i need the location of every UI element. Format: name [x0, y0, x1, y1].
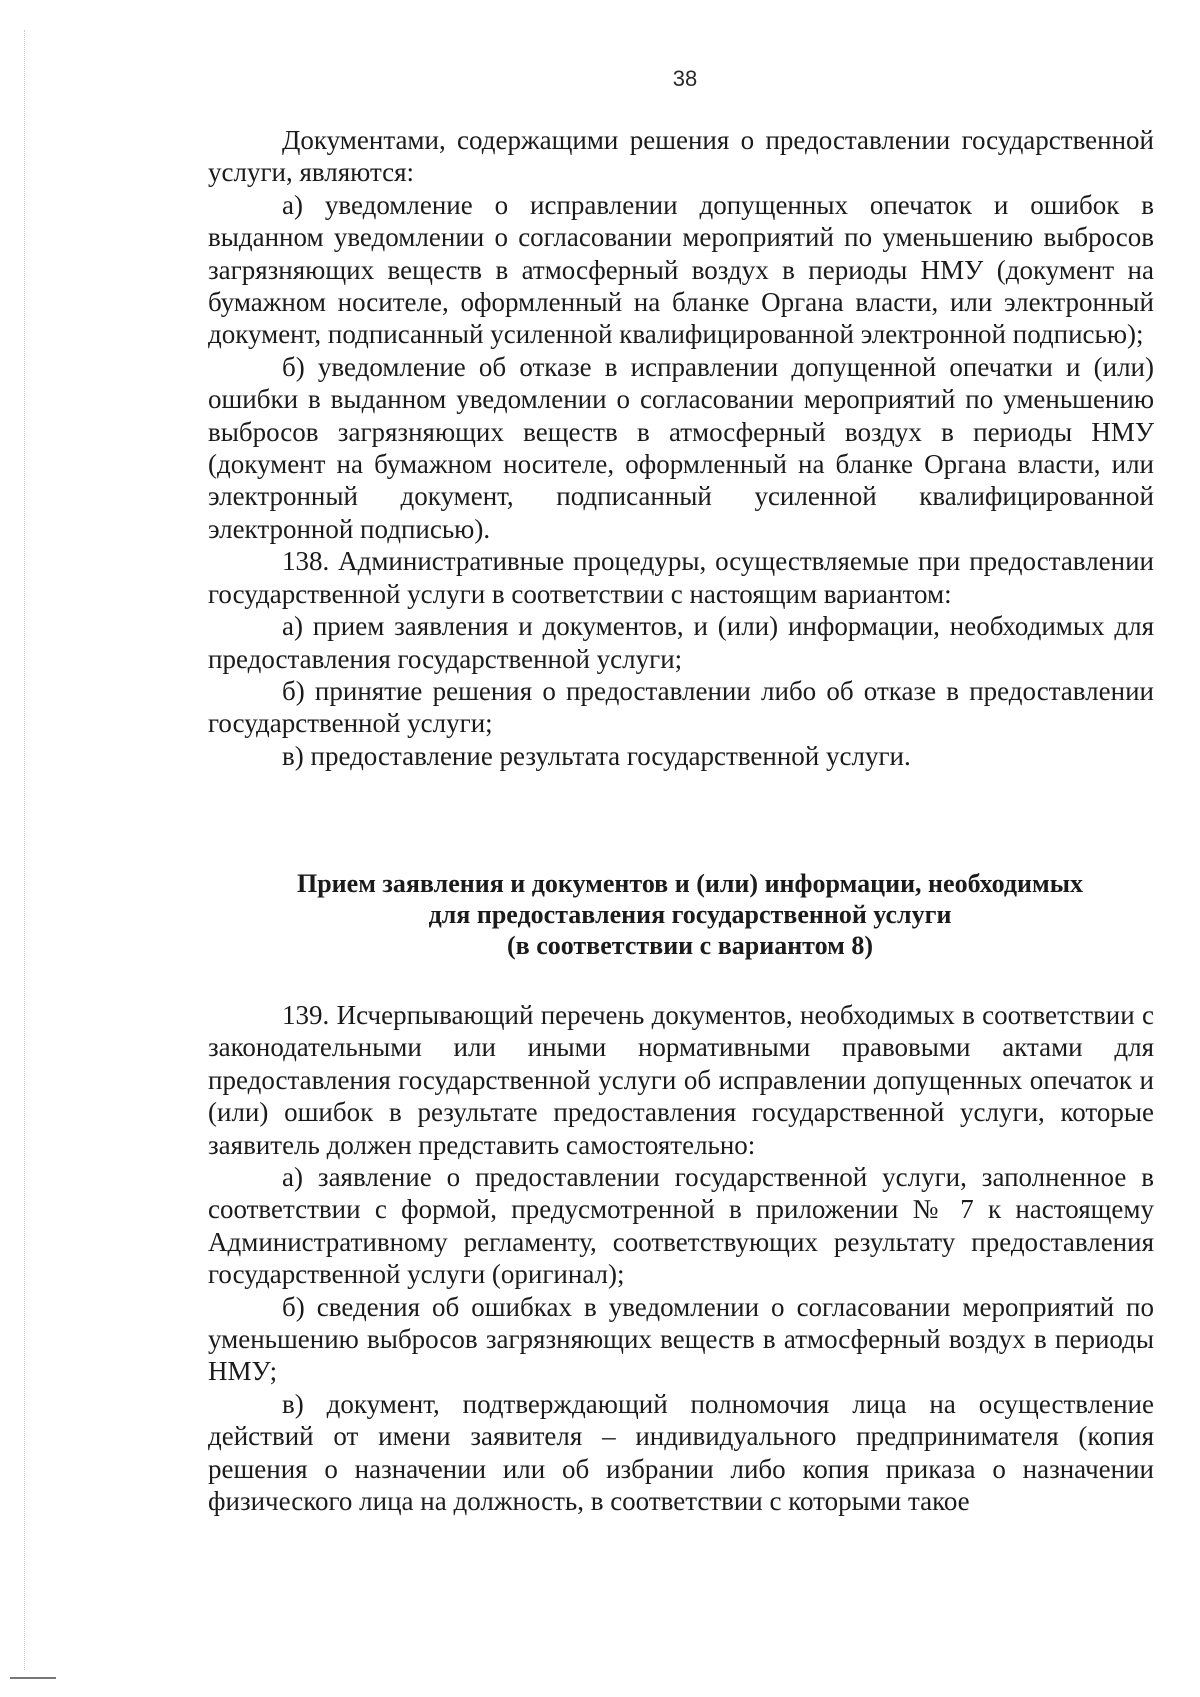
section-heading-line-2: для предоставления государственной услуги	[428, 900, 952, 929]
section-heading-line-1: Прием заявления и документов и (или) информации, необходимых	[296, 869, 1083, 898]
scan-edge-dash	[10, 1677, 56, 1679]
paragraph-decisions-intro: Документами, содержащими решения о предоставлении государственной услуги, являются:	[208, 125, 1154, 188]
paragraph-item-b: б) уведомление об отказе в исправлении допущенной опечатки и (или) ошибки в выданном уведомлении о согласовании мероприятий по уменьшению выбросов загрязняющих веществ в атмосферный воздух в периоды НМУ (документ на бумажном носителе, оформленный на бланке Органа власти, или электронный документ, подписанный усиленной квалифицированной электронной подписью).	[208, 351, 1154, 544]
paragraph-138: 138. Административные процедуры, осуществляемые при предоставлении государственной услуги в соответствии с настоящим вариантом:	[208, 546, 1154, 609]
paragraph-item-a: а) уведомление о исправлении допущенных опечаток и ошибок в выданном уведомлении о согласовании мероприятий по уменьшению выбросов загрязняющих веществ в атмосферный воздух в периоды НМУ (документ на бумажном носителе, оформленный на бланке Органа власти, или электронный документ, подписанный усиленной квалифицированной электронной подписью);	[208, 189, 1154, 350]
section-heading	[220, 868, 1160, 961]
page-number: 38	[672, 66, 698, 91]
paragraph-138-c: в) предоставление результата государственной услуги.	[282, 740, 911, 771]
scan-edge-marks	[24, 30, 27, 1670]
paragraph-138-b: б) принятие решения о предоставлении либо об отказе в предоставлении государственной услуги;	[208, 675, 1154, 739]
text-block-documents	[208, 999, 1154, 1518]
text-block-decisions	[208, 124, 1154, 772]
paragraph-139-a: а) заявление о предоставлении государственной услуги, заполненное в соответствии с формой, предусмотренной в приложении № 7 к настоящему Административному регламенту, соответствующих результату предоставления государственной услуги (оригинал);	[208, 1162, 1154, 1290]
paragraph-139-c: в) документ, подтверждающий полномочия лица на осуществление действий от имени заявителя – индивидуального предпринимателя (копия решения о назначении или об избрании либо копия приказа о назначении физического лица на должность, в соответствии с которыми такое	[208, 1388, 1154, 1517]
paragraph-138-a: а) прием заявления и документов, и (или) информации, необходимых для предоставления государственной услуги;	[208, 611, 1154, 674]
paragraph-139: 139. Исчерпывающий перечень документов, необходимых в соответствии с законодательными или иными нормативными правовыми актами для предоставления государственной услуги об исправлении допущенных опечаток и (или) ошибок в результате предоставления государственной услуги, которые заявитель должен представить самостоятельно:	[208, 1000, 1154, 1160]
section-heading-line-3: (в соответствии с вариантом 8)	[507, 931, 873, 960]
paragraph-139-b: б) сведения об ошибках в уведомлении о согласовании мероприятий по уменьшению выбросов загрязняющих веществ в атмосферный воздух в периоды НМУ;	[208, 1291, 1154, 1387]
